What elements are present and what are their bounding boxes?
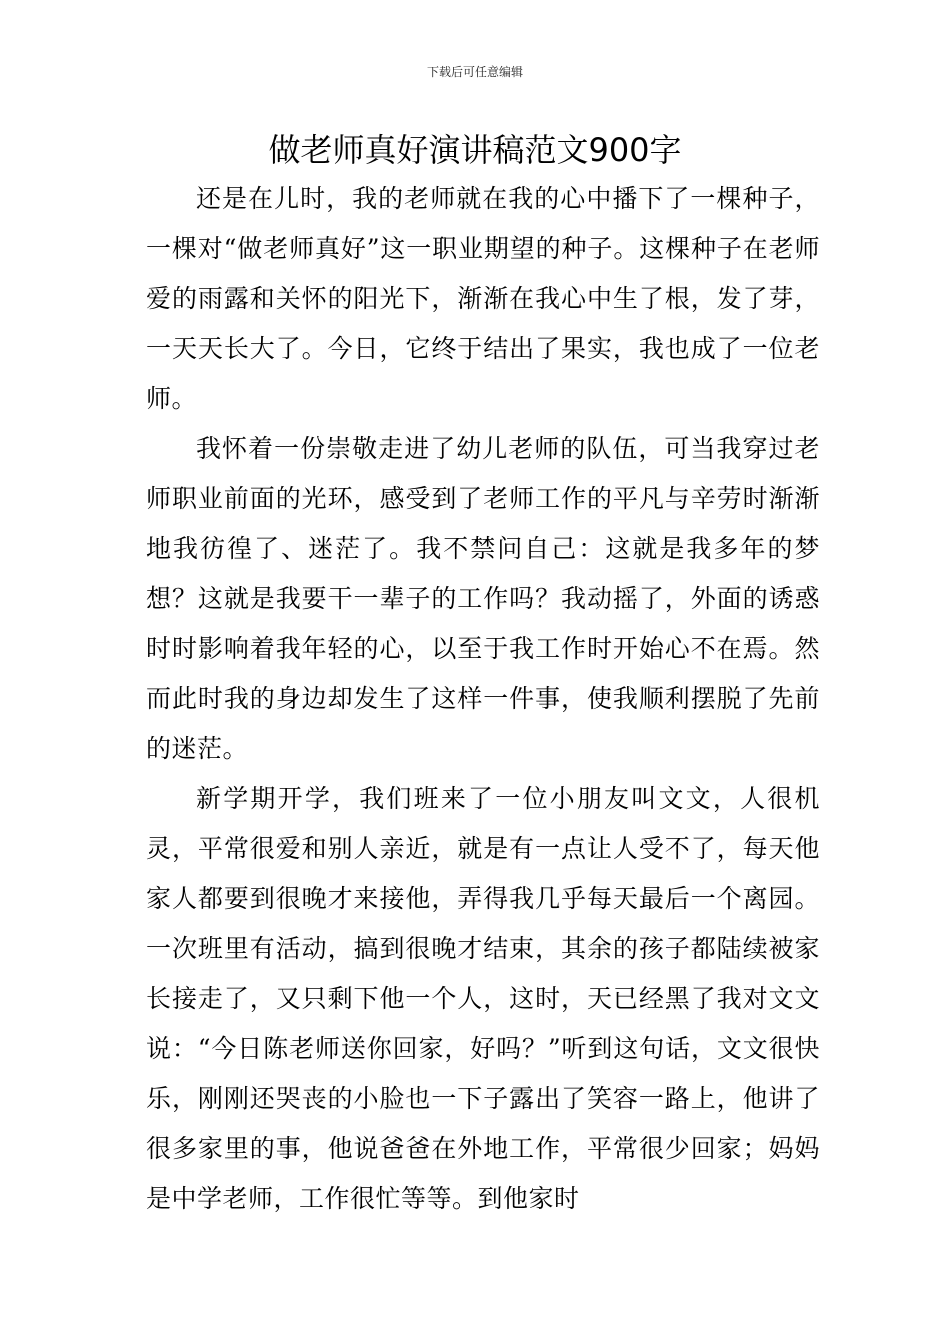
header-note: 下载后可任意编辑 — [426, 65, 523, 79]
document-body — [146, 174, 820, 1224]
paragraph: 还是在儿时，我的老师就在我的心中播下了一棵种子，一棵对“做老师真好”这一职业期望的种子。这棵种子在老师爱的雨露和关怀的阳光下，渐渐在我心中生了根，发了芽，一天天长大了。今日，它终于结出了果实，我也成了一位老师。 — [146, 184, 820, 413]
document-title: 做老师真好演讲稿范文900字 — [268, 131, 682, 169]
paragraph: 新学期开学，我们班来了一位小朋友叫文文，人很机灵，平常很爱和别人亲近，就是有一点让人受不了，每天他家人都要到很晚才来接他，弄得我几乎每天最后一个离园。一次班里有活动，搞到很晚才结束，其余的孩子都陆续被家长接走了，又只剩下他一个人，这时，天已经黑了我对文文说：“今日陈老师送你回家，好吗？”听到这句话，文文很快乐，刚刚还哭丧的小脸也一下子露出了笑容一路上，他讲了很多家里的事，他说爸爸在外地工作，平常很少回家；妈妈是中学老师，工作很忙等等。到他家时 — [146, 784, 820, 1213]
paragraph: 我怀着一份崇敬走进了幼儿老师的队伍，可当我穿过老师职业前面的光环，感受到了老师工作的平凡与辛劳时渐渐地我彷徨了、迷茫了。我不禁问自己：这就是我多年的梦想？这就是我要干一辈子的工作吗？我动摇了，外面的诱惑时时影响着我年轻的心，以至于我工作时开始心不在焉。然而此时我的身边却发生了这样一件事，使我顺利摆脱了先前的迷茫。 — [146, 434, 820, 763]
